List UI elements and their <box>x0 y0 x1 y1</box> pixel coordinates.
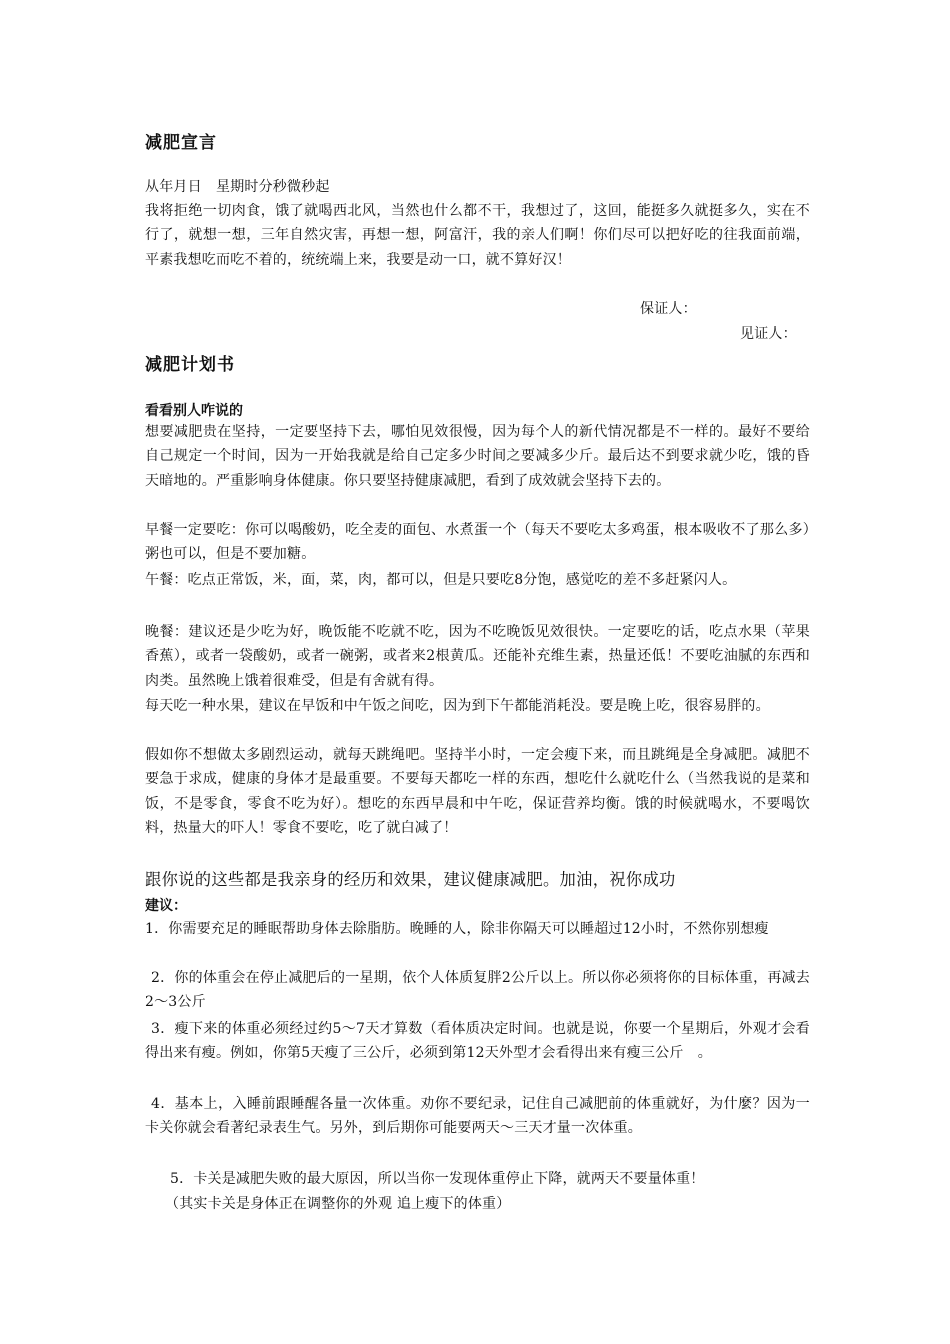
plan-title: 减肥计划书 <box>145 355 235 375</box>
plan-closing: 跟你说的这些都是我亲身的经历和效果，建议健康减肥。加油，祝你成功 <box>145 870 676 889</box>
plan-paragraph: 早餐一定要吃：你可以喝酸奶，吃全麦的面包、水煮蛋一个（每天不要吃太多鸡蛋，根本吸收不了那么多）粥也可以，但是不要加糖。 <box>145 522 810 563</box>
declaration-date-line: 从年月日 星期时分秒微秒起 <box>145 179 330 195</box>
plan-paragraph: 想要减肥贵在坚持，一定要坚持下去，哪怕见效很慢，因为每个人的新代情况都是不一样的。最好不要给自己规定一个时间，因为一开始我就是给自己定多少时间之要减多少斤。最后达不到要求就少吃，饿的昏天暗地的。严重影响身体健康。你只要坚持健康减肥，看到了成效就会坚持下去的。 <box>145 424 810 489</box>
advice-item: 4．基本上，入睡前跟睡醒各量一次体重。劝你不要纪录，记住自己减肥前的体重就好，为什麼？因为一卡关你就会看著纪录表生气。另外，到后期你可能要两天～三天才量一次体重。 <box>145 1096 810 1137</box>
guarantor-label: 保证人： <box>640 301 697 317</box>
plan-paragraph: 晚餐：建议还是少吃为好，晚饭能不吃就不吃，因为不吃晚饭见效很快。一定要吃的话，吃点水果（苹果香蕉），或者一袋酸奶，或者一碗粥，或者来2根黄瓜。还能补充维生素，热量还低！不要吃油腻的东西和肉类。虽然晚上饿着很难受，但是有舍就有得。 <box>145 624 810 689</box>
advice-title: 建议： <box>145 898 187 914</box>
declaration-title: 减肥宣言 <box>145 133 217 153</box>
plan-paragraph: 假如你不想做太多剧烈运动，就每天跳绳吧。坚持半小时，一定会瘦下来，而且跳绳是全身减肥。减肥不要急于求成，健康的身体才是最重要。不要每天都吃一样的东西，想吃什么就吃什么（当然我说的是菜和饭，不是零食，零食不吃为好）。想吃的东西早晨和中午吃，保证营养均衡。饿的时候就喝水，不要喝饮料，热量大的吓人！零食不要吃，吃了就白减了！ <box>145 747 810 836</box>
advice-item: 2．你的体重会在停止减肥后的一星期，依个人体质复胖2公斤以上。所以你必须将你的目标体重，再减去2～3公斤 <box>145 970 810 1011</box>
plan-subtitle: 看看别人咋说的 <box>145 403 243 419</box>
witness-label: 见证人： <box>740 326 797 342</box>
advice-note: （其实卡关是身体正在调整你的外观 追上瘦下的体重） <box>165 1196 511 1212</box>
plan-paragraph: 午餐：吃点正常饭，米，面，菜，肉，都可以，但是只要吃8分饱，感觉吃的差不多赶紧闪人。 <box>145 572 737 588</box>
advice-item: 3．瘦下来的体重必须经过约5～7天才算数（看体质决定时间。也就是说，你要一个星期后，外观才会看得出来有瘦。例如，你第5天瘦了三公斤，必须到第12天外型才会看得出来有瘦三公斤 。 <box>145 1021 810 1062</box>
declaration-body: 我将拒绝一切肉食，饿了就喝西北风，当然也什么都不干，我想过了，这回，能挺多久就挺多久，实在不行了，就想一想，三年自然灾害，再想一想，阿富汗，我的亲人们啊！你们尽可以把好吃的往我面前端，平素我想吃而吃不着的，统统端上来，我要是动一口，就不算好汉！ <box>145 203 810 268</box>
advice-item: 1．你需要充足的睡眠帮助身体去除脂肪。晚睡的人，除非你隔天可以睡超过12小时，不然你别想瘦 <box>145 921 769 937</box>
plan-paragraph: 每天吃一种水果，建议在早饭和中午饭之间吃，因为到下午都能消耗没。要是晚上吃，很容易胖的。 <box>145 698 770 714</box>
advice-item: 5．卡关是减肥失败的最大原因，所以当你一发现体重停止下降，就两天不要量体重！ <box>170 1171 705 1187</box>
